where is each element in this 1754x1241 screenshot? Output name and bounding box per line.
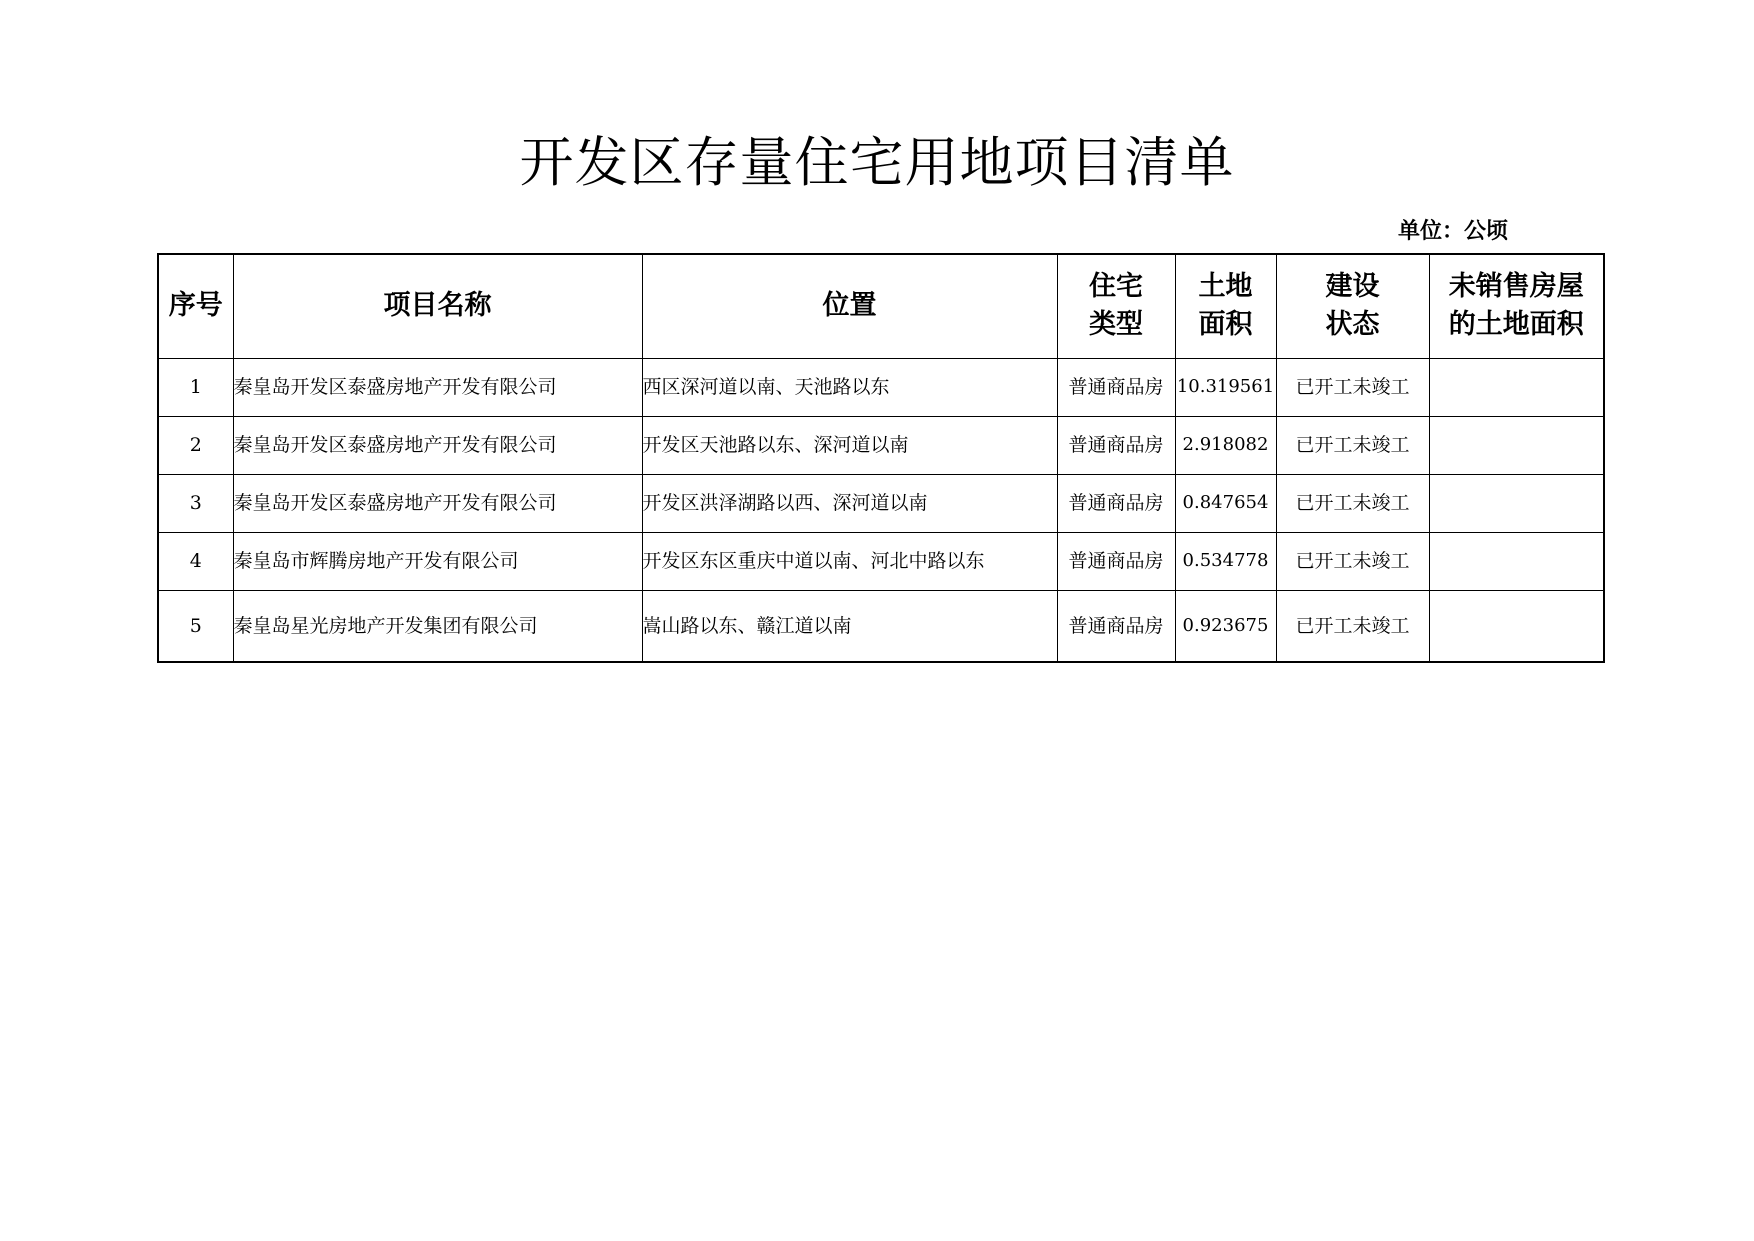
cell-project-name: 秦皇岛市辉腾房地产开发有限公司 <box>233 532 642 590</box>
cell-project-name: 秦皇岛开发区泰盛房地产开发有限公司 <box>233 474 642 532</box>
cell-project-name: 秦皇岛开发区泰盛房地产开发有限公司 <box>233 358 642 416</box>
cell-status: 已开工未竣工 <box>1276 416 1429 474</box>
unit-label: 单位：公顷 <box>1398 219 1509 244</box>
cell-unsold-area <box>1429 532 1604 590</box>
table-row <box>158 474 1604 532</box>
table-row <box>158 416 1604 474</box>
cell-housing-type: 普通商品房 <box>1057 416 1175 474</box>
cell-project-name: 秦皇岛开发区泰盛房地产开发有限公司 <box>233 416 642 474</box>
cell-location: 开发区洪泽湖路以西、深河道以南 <box>642 474 1057 532</box>
table-row <box>158 358 1604 416</box>
cell-index: 1 <box>158 358 233 416</box>
header-unsold-area <box>1429 254 1604 358</box>
cell-index: 5 <box>158 590 233 662</box>
cell-land-area: 10.319561 <box>1175 358 1276 416</box>
header-land-area <box>1175 254 1276 358</box>
cell-status: 已开工未竣工 <box>1276 358 1429 416</box>
cell-land-area: 0.923675 <box>1175 590 1276 662</box>
header-status-line2: 状态 <box>1325 309 1380 341</box>
cell-land-area: 2.918082 <box>1175 416 1276 474</box>
header-housing-type-line2: 类型 <box>1089 309 1143 341</box>
cell-location: 嵩山路以东、赣江道以南 <box>642 590 1057 662</box>
cell-land-area: 0.534778 <box>1175 532 1276 590</box>
cell-status: 已开工未竣工 <box>1276 532 1429 590</box>
cell-housing-type: 普通商品房 <box>1057 590 1175 662</box>
cell-housing-type: 普通商品房 <box>1057 358 1175 416</box>
cell-project-name: 秦皇岛星光房地产开发集团有限公司 <box>233 590 642 662</box>
header-unsold-line1: 未销售房屋 <box>1448 271 1584 303</box>
cell-index: 3 <box>158 474 233 532</box>
header-unsold-line2: 的土地面积 <box>1448 309 1584 341</box>
table-row <box>158 590 1604 662</box>
cell-status: 已开工未竣工 <box>1276 474 1429 532</box>
cell-location: 开发区天池路以东、深河道以南 <box>642 416 1057 474</box>
header-project-name: 项目名称 <box>233 254 642 358</box>
cell-unsold-area <box>1429 590 1604 662</box>
cell-location: 西区深河道以南、天池路以东 <box>642 358 1057 416</box>
cell-housing-type: 普通商品房 <box>1057 474 1175 532</box>
header-housing-type-line1: 住宅 <box>1089 271 1143 303</box>
header-land-area-line1: 土地 <box>1198 271 1253 303</box>
cell-land-area: 0.847654 <box>1175 474 1276 532</box>
page-title: 开发区存量住宅用地项目清单 <box>519 131 1235 194</box>
cell-unsold-area <box>1429 358 1604 416</box>
cell-housing-type: 普通商品房 <box>1057 532 1175 590</box>
header-row <box>158 254 1604 358</box>
header-housing-type <box>1057 254 1175 358</box>
cell-index: 2 <box>158 416 233 474</box>
table-row <box>158 532 1604 590</box>
header-status-line1: 建设 <box>1325 271 1380 303</box>
header-status <box>1276 254 1429 358</box>
header-land-area-line2: 面积 <box>1198 309 1253 341</box>
cell-index: 4 <box>158 532 233 590</box>
cell-unsold-area <box>1429 474 1604 532</box>
header-location: 位置 <box>642 254 1057 358</box>
cell-unsold-area <box>1429 416 1604 474</box>
cell-status: 已开工未竣工 <box>1276 590 1429 662</box>
cell-location: 开发区东区重庆中道以南、河北中路以东 <box>642 532 1057 590</box>
project-list-table <box>157 253 1605 663</box>
header-index: 序号 <box>158 254 233 358</box>
